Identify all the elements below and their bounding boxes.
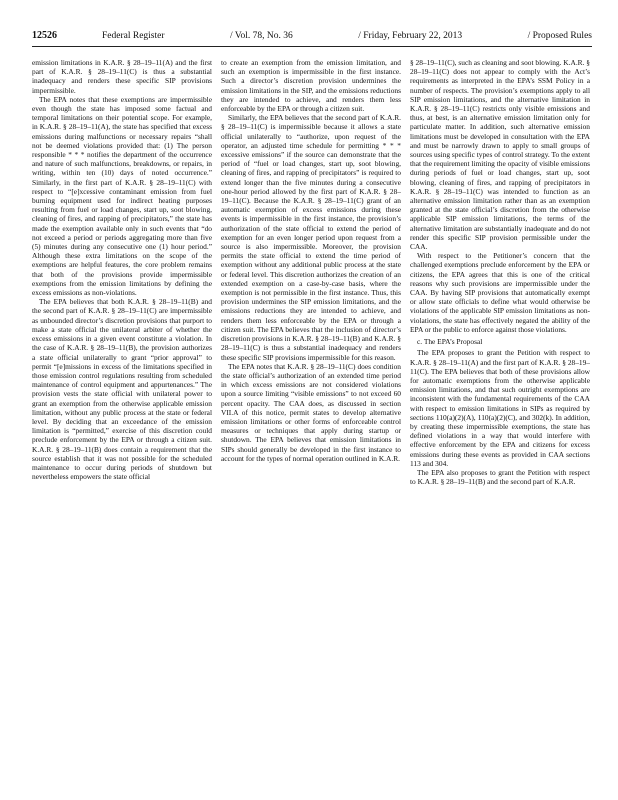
running-head: [102, 31, 592, 41]
volume-number: / Vol. 78, No. 36: [230, 31, 293, 41]
paragraph: emission limitations in K.A.R. § 28–19–11(A) and the first part of K.A.R. § 28–19–11(C) is thus a substantial inadequacy and renders these specific SIP provisions impermissible.: [32, 58, 212, 95]
header-rule: [32, 46, 592, 47]
paragraph: to create an exemption from the emission limitation, and such an exemption is impermissible in the first instance. Such a director’s discretion provision undermines the emission limitations in the SIP, and the emissions reductions they are intended to achieve, and renders them less enforceable by the EPA or through a citizen suit.: [221, 58, 401, 114]
paragraph: The EPA notes that these exemptions are impermissible even though the state has imposed some factual and temporal limitations on their potential scope. For example, in K.A.R. § 28–19–11(A), the state has specified that excess emissions during malfunctions or necessary repairs “shall not be deemed violations provided that: (1) The person responsible * * * notifies the department of the occurrence and nature of such malfunctions, breakdowns, or repairs, in writing, within ten (10) days of noted occurrence.” Similarly, in the first part of K.A.R. § 28–19–11(C) with respect to “[e]xcessive contaminant emission from fuel burning equipment used for indirect heating purposes resulting from fuel or load changes, start up, soot blowing, cleaning of fires, and rapping of precipitators,” the state has made the exemption available only in such events that “do not exceed a period or periods aggregating more than five (5) minutes during any consecutive one (1) hour period.” Although these extra limitations on the scope of the exemptions are helpful features, the core problem remains that both of the provisions provide impermissible exemptions from the emission limitations by defining the excess emissions as non-violations.: [32, 94, 212, 298]
text-columns: [32, 58, 592, 788]
paragraph: With respect to the Petitioner’s concern that the challenged exemptions preclude enforcement by the EPA or citizens, the EPA agrees that this is one of the critical reasons why such provisions are impermissible under the CAA. By having SIP provisions that automatically exempt or allow state officials to define what would otherwise be violations of the applicable SIP emission limitations as non-violations, the state has effectively negated the ability of the EPA or the public to enforce against those violations.: [410, 251, 590, 334]
paragraph: Similarly, the EPA believes that the second part of K.A.R. § 28–19–11(C) is impermissible because it allows a state official unilaterally to “authorize, upon request of the operator, an adjusted time schedule for permitting * * * excessive emissions” if the source can demonstrate that the period of “fuel or load changes, start up, soot blowing, cleaning of fires, and rapping of precipitators” is required to extend longer than the five minutes during a consecutive one-hour period allowed by the first part of K.A.R. § 28–19–11(C). Because the K.A.R. § 28–19–11(C) grant of an automatic exemption of excess emissions during these events is impermissible in the first instance, the provision’s authorization of the state official to extend the period of exemption for an even longer period upon request from a source is also impermissible. Moreover, the provision permits the state official to extend the time period of exemption without any additional public process at the state or federal level. This discretion authorizes the creation of an extended exemption on a case-by-case basis, where the exemption is not permissible in the first instance. Thus, this provision undermines the SIP emission limitations, and the emissions reductions they are intended to achieve, and renders them less enforceable by the EPA or through a citizen suit. The EPA believes that the inclusion of director’s discretion provisions in K.A.R. § 28–19–11(B) and K.A.R. § 28–19–11(C) is thus a substantial inadequacy and renders these specific SIP provisions impermissible for this reason.: [221, 113, 401, 362]
section-name: / Proposed Rules: [527, 31, 592, 41]
section-heading: c. The EPA’s Proposal: [417, 337, 483, 347]
column-3: [410, 58, 590, 788]
column-2: [221, 58, 401, 788]
journal-name: Federal Register: [102, 31, 165, 41]
paragraph: The EPA believes that both K.A.R. § 28–19–11(B) and the second part of K.A.R. § 28–19–11(C) are impermissible as unbounded director’s discretion provisions that purport to make a state official the unilateral arbiter of whether the excess emissions in a given event constitute a violation. In the case of K.A.R. § 28–19–11(B), the provision authorizes a state official unilaterally to grant “prior approval” to permit “[e]missions in excess of the limitations specified in those emission control regulations resulting from scheduled maintenance of control equipment and appurtenances.” The provision vests the state official with unilateral power to grant an exemption from the otherwise applicable emission limitation, without any public process at the state or federal level. By deciding that an exceedance of the emission limitation is “permitted,” exercise of this discretion could preclude enforcement by the EPA or through a citizen suit. K.A.R. § 28–19–11(B) does contain a requirement that the source establish that it was not possible for the scheduled maintenance to occur during periods of shutdown but nevertheless empowers the state official: [32, 297, 212, 482]
page-number: 12526: [32, 30, 57, 41]
paragraph: The EPA also proposes to grant the Petition with respect to K.A.R. § 28–19–11(B) and the second part of K.A.R.: [410, 467, 590, 487]
paragraph: The EPA proposes to grant the Petition with respect to K.A.R. § 28–19–11(A) and the first part of K.A.R. § 28–19–11(C). The EPA believes that both of these provisions allow for automatic exemptions from the otherwise applicable emission limitations, and that such outright exemptions are inconsistent with the fundamental requirements of the CAA with respect to emission limitations in SIPs as required by sections 110(a)(2)(A), 110(a)(2)(C), and 302(k). In addition, by creating these impermissible exemptions, the state has defined violations in a way that would interfere with effective enforcement by the EPA and citizens for excess emissions during these events as provided in CAA sections 113 and 304.: [410, 348, 590, 468]
page-header: [32, 30, 592, 44]
paragraph: The EPA notes that K.A.R. § 28–19–11(C) does condition the state official’s authorization of an extended time period in which excess emissions are not considered violations upon a source limiting “visible emissions” to not exceed 60 percent opacity. The CAA does, as discussed in section VII.A of this notice, permit states to develop alternative emission limitations or other forms of enforceable control measures or techniques that apply during startup or shutdown. The EPA believes that emission limitations in SIPs should generally be developed in the first instance to account for the types of normal operation outlined in K.A.R.: [221, 361, 401, 463]
issue-date: / Friday, February 22, 2013: [358, 31, 463, 41]
paragraph: § 28–19–11(C), such as cleaning and soot blowing. K.A.R. § 28–19–11(C) does not appear to comply with the Act’s requirements as interpreted in the EPA’s SSM Policy in a number of respects. The provision’s exemptions apply to all SIP emission limitations, and the alternative limitation in K.A.R. § 28–19–11(C) restricts only visible emissions and thus, at best, is an alternative emission limitation only for particulate matter. In addition, such alternative emission limitations must be developed in consultation with the EPA and must be narrowly drawn to apply to small groups of sources using specific types of control strategy. To the extent that the requirement limiting the opacity of visible emissions during periods of fuel or load changes, start up, soot blowing, cleaning of fires, and rapping of precipitators in K.A.R. § 28–19–11(C) was intended to function as an alternative emission limitation rather than as an exemption granted at the state official’s discretion from the otherwise applicable SIP emission limitations, the terms of the alternative limitation are substantially inadequate and do not render this specific SIP provision permissible under the CAA.: [410, 58, 590, 252]
column-1: [32, 58, 212, 788]
